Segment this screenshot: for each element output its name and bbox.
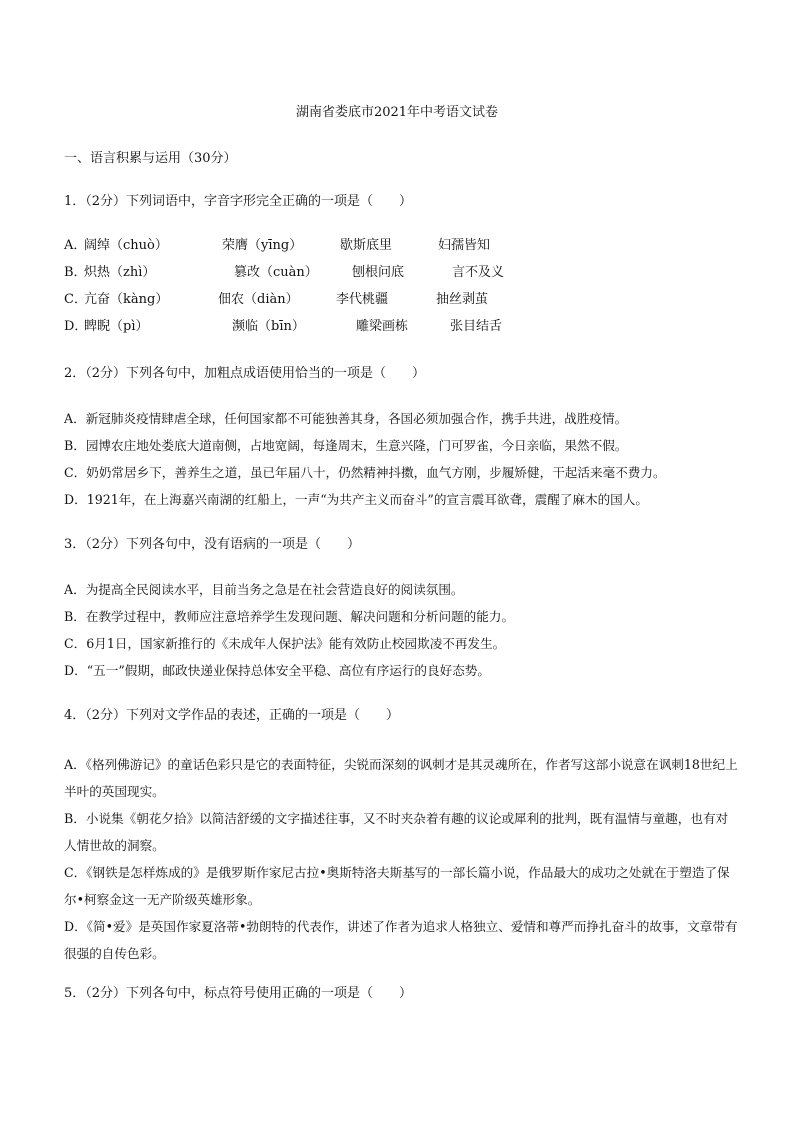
q3-option-c: C．6月1日，国家新推行的《未成年人保护法》能有效防止校园欺凌不再发生。 [64, 636, 506, 651]
question-2-stem: 2．（2分）下列各句中，加粗点成语使用恰当的一项是（ ） [64, 366, 426, 381]
option-term: 亢奋（kàng） [84, 292, 169, 307]
q4-option-c: C．《钢铁是怎样炼成的》是俄罗斯作家尼古拉•奥斯特洛夫斯基写的一部长篇小说，作品最大的成功之处就在于塑造了保尔•柯察金这一无产阶级英雄形象。 [64, 865, 730, 907]
q3-option-b: B．在教学过程中，教师应注意培养学生发现问题、解决问题和分析问题的能力。 [64, 609, 515, 624]
option-term: 张目结舌 [450, 319, 503, 334]
option-term: 篡改（cuàn） [234, 265, 318, 280]
question-5-stem: 5．（2分）下列各句中，标点符号使用正确的一项是（ ） [64, 986, 413, 1001]
q4-option-b: B．小说集《朝花夕拾》以简洁舒缓的文字描述往事，又不时夹杂着有趣的议论或犀利的批判，既有温情与童趣，也有对人情世故的洞察。 [64, 811, 729, 853]
q3-option-a: A．为提高全民阅读水平，目前当务之急是在社会营造良好的阅读氛围。 [64, 582, 464, 597]
option-term: 睥睨（pì） [84, 319, 149, 334]
option-term: 歇斯底里 [340, 238, 393, 253]
option-label: D． [64, 319, 88, 334]
option-term: 李代桃疆 [336, 292, 389, 307]
question-4-stem: 4．（2分）下列对文学作品的表述，正确的一项是（ ） [64, 708, 400, 723]
option-term: 刨根问底 [352, 265, 405, 280]
question-3-stem: 3．（2分）下列各句中，没有语病的一项是（ ） [64, 537, 361, 552]
q1-option-c [64, 290, 744, 310]
option-term: 雕梁画栋 [356, 319, 409, 334]
q2-option-c: C．奶奶常居乡下，善养生之道，虽已年届八十，仍然精神抖擞，血气方刚，步履矫健，干起活来毫不费力。 [64, 465, 666, 480]
option-term: 言不及义 [452, 265, 505, 280]
option-term: 濒临（bīn） [232, 319, 305, 334]
option-label: C． [64, 292, 87, 307]
page-title: 湖南省娄底市2021年中考语文试卷 [295, 105, 499, 120]
option-term: 抽丝剥茧 [436, 292, 489, 307]
option-term: 佃农（diàn） [218, 292, 299, 307]
option-term: 妇孺皆知 [438, 238, 491, 253]
section-heading: 一、语言积累与运用（30分） [64, 151, 237, 166]
q3-option-d: D．“五一”假期，邮政快递业保持总体安全平稳、高位有序运行的良好态势。 [64, 663, 490, 678]
option-label: B． [64, 265, 87, 280]
q2-option-d: D．1921年，在上海嘉兴南湖的红船上，一声“为共产主义而奋斗”的宣言震耳欲聋，震醒了麻木的国人。 [64, 492, 648, 507]
option-term: 荣膺（yīng） [222, 238, 303, 253]
question-1-stem: 1．（2分）下列词语中，字音字形完全正确的一项是（ ） [64, 194, 413, 209]
q1-option-b [64, 263, 744, 283]
option-term: 炽热（zhì） [84, 265, 156, 280]
q4-option-d: D．《简•爱》是英国作家夏洛蒂•勃朗特的代表作，讲述了作者为追求人格独立、爱情和尊严而挣扎奋斗的故事，文章带有很强的自传色彩。 [64, 919, 738, 961]
q4-option-a: A．《格列佛游记》的童话色彩只是它的表面特征，尖锐而深刻的讽刺才是其灵魂所在，作者写这部小说意在讽刺18世纪上半叶的英国现实。 [64, 757, 738, 799]
q1-option-a [64, 236, 744, 256]
q2-option-a: A．新冠肺炎疫情肆虐全球，任何国家都不可能独善其身，各国必须加强合作，携手共进，战胜疫情。 [64, 411, 628, 426]
q2-option-b: B．园博农庄地处娄底大道南侧，占地宽阔，每逢周末，生意兴隆，门可罗雀，今日亲临，果然不假。 [64, 438, 628, 453]
option-term: 阔绰（chuò） [84, 238, 168, 253]
q1-option-d [64, 317, 744, 337]
option-label: A． [64, 238, 87, 253]
